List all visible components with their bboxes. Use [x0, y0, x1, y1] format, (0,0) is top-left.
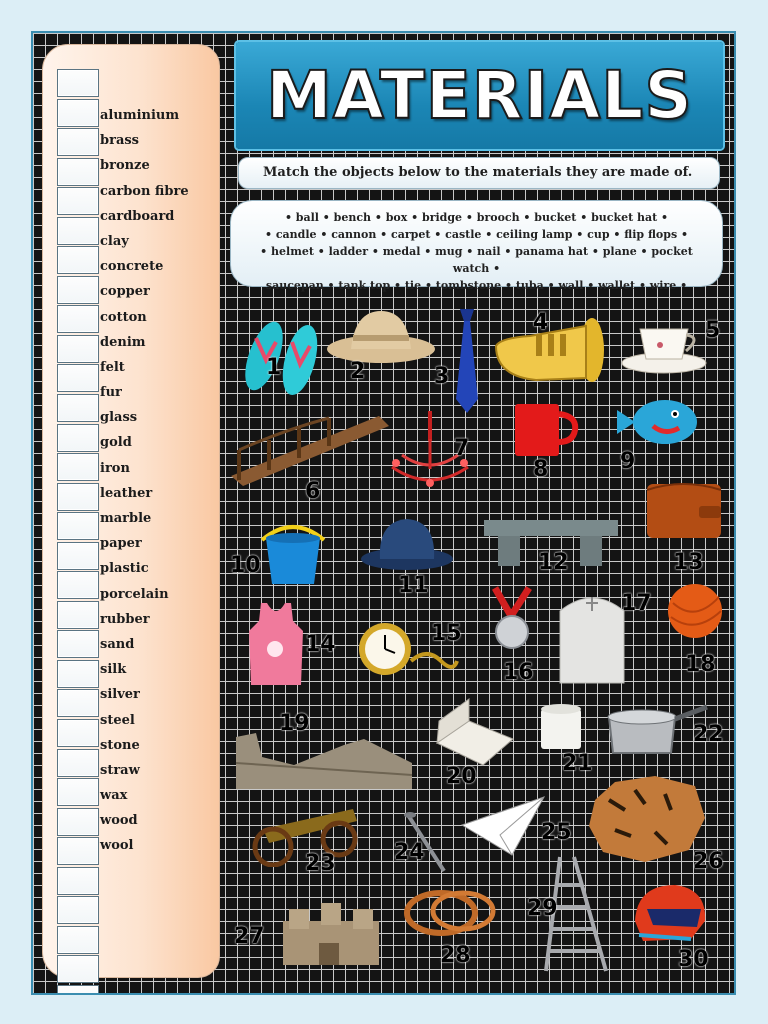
denim-bucket-hat-picture: [360, 515, 454, 571]
material-word: felt: [100, 359, 125, 375]
material-word: sand: [100, 636, 135, 652]
rubber-ball-toy-picture: [613, 396, 699, 448]
material-word: iron: [100, 460, 130, 476]
material-word: wool: [100, 838, 134, 854]
answer-box[interactable]: [57, 985, 99, 995]
material-word: clay: [100, 233, 129, 249]
leather-wallet-picture: [645, 476, 723, 540]
material-word: bronze: [100, 158, 150, 174]
picture-number: 10: [230, 553, 261, 578]
material-word: silver: [100, 687, 140, 703]
helmet-picture: [631, 881, 709, 947]
material-word: gold: [100, 435, 132, 451]
answer-box[interactable]: [57, 217, 99, 245]
answer-box[interactable]: [57, 719, 99, 747]
tie-picture: [452, 307, 482, 415]
answer-box[interactable]: [57, 158, 99, 186]
answer-box[interactable]: [57, 955, 99, 983]
answer-box[interactable]: [57, 364, 99, 392]
material-word: concrete: [100, 259, 164, 275]
material-word: fur: [100, 385, 122, 401]
panama-hat-picture: [325, 305, 437, 367]
picture-number: 16: [503, 660, 534, 685]
porcelain-cup-picture: [620, 323, 708, 375]
cardboard-box-picture: [433, 695, 515, 769]
material-word: cotton: [100, 309, 147, 325]
objects-line: • helmet • ladder • medal • mug • nail • panama hat • plane • pocket watch •: [260, 245, 693, 275]
objects-line: saucepan • tank top • tie • tombstone • tuba • wall • wallet • wire •: [265, 279, 688, 292]
picture-number: 19: [279, 711, 310, 736]
tank-top-picture: [247, 601, 305, 687]
picture-number: 25: [541, 820, 572, 845]
material-word: denim: [100, 334, 146, 350]
picture-number: 4: [533, 310, 549, 335]
answer-box[interactable]: [57, 867, 99, 895]
worksheet: [31, 31, 736, 995]
answer-box[interactable]: [57, 246, 99, 274]
material-word: brass: [100, 133, 139, 149]
picture-number: 24: [394, 840, 425, 865]
picture-number: 21: [562, 751, 593, 776]
objects-line: • ball • bench • box • bridge • brooch • bucket • bucket hat •: [284, 211, 669, 224]
picture-number: 30: [678, 947, 709, 972]
material-word: carbon fibre: [100, 183, 189, 199]
picture-number: 5: [705, 318, 721, 343]
wax-candle-picture: [539, 703, 583, 751]
answer-box[interactable]: [57, 808, 99, 836]
answer-box[interactable]: [57, 483, 99, 511]
material-word: paper: [100, 536, 142, 552]
material-word: porcelain: [100, 586, 169, 602]
answer-box[interactable]: [57, 571, 99, 599]
picture-number: 15: [431, 621, 462, 646]
sand-castle-picture: [275, 897, 387, 969]
material-word: steel: [100, 712, 135, 728]
paper-plane-picture: [460, 795, 546, 857]
answer-box[interactable]: [57, 689, 99, 717]
picture-number: 1: [266, 355, 282, 380]
picture-number: 27: [234, 924, 265, 949]
instruction-box: [238, 157, 720, 189]
picture-number: 8: [533, 457, 549, 482]
material-word: stone: [100, 737, 140, 753]
objects-line: • candle • cannon • carpet • castle • ceiling lamp • cup • flip flops •: [264, 228, 689, 241]
picture-number: 23: [305, 851, 336, 876]
answer-box-column: [57, 69, 99, 995]
material-word: straw: [100, 762, 140, 778]
plastic-bucket-picture: [258, 518, 328, 586]
marble-tombstone-picture: [554, 589, 630, 685]
material-word: plastic: [100, 561, 149, 577]
answer-box[interactable]: [57, 128, 99, 156]
picture-number: 11: [398, 573, 429, 598]
material-word: wax: [100, 788, 128, 804]
tuba-picture: [490, 316, 608, 388]
picture-number: 2: [350, 359, 366, 384]
wool-ball-picture: [665, 583, 727, 641]
answer-box[interactable]: [57, 512, 99, 540]
answer-box[interactable]: [57, 926, 99, 954]
fur-carpet-picture: [585, 770, 707, 866]
picture-number: 12: [538, 550, 569, 575]
picture-number: 17: [621, 591, 652, 616]
picture-number: 22: [693, 722, 724, 747]
picture-number: 3: [434, 364, 450, 389]
answer-box[interactable]: [57, 276, 99, 304]
picture-number: 6: [305, 479, 321, 504]
objects-word-bank: [230, 200, 723, 292]
answer-box[interactable]: [57, 837, 99, 865]
material-word: silk: [100, 662, 127, 678]
red-mug-picture: [511, 400, 579, 460]
page-title: MATERIALS: [266, 57, 693, 134]
picture-number: 20: [446, 764, 477, 789]
answer-box[interactable]: [57, 424, 99, 452]
answer-box[interactable]: [57, 896, 99, 924]
material-word: marble: [100, 511, 152, 526]
answer-box[interactable]: [57, 394, 99, 422]
answer-box[interactable]: [57, 335, 99, 363]
material-word: aluminium: [100, 108, 180, 123]
bronze-cannon-picture: [243, 795, 365, 867]
answer-box[interactable]: [57, 187, 99, 215]
picture-number: 14: [305, 632, 336, 657]
material-word: copper: [100, 284, 150, 300]
picture-number: 18: [685, 652, 716, 677]
flip-flops-picture: [236, 318, 328, 396]
answer-box[interactable]: [57, 749, 99, 777]
answer-box[interactable]: [57, 542, 99, 570]
picture-number: 7: [454, 436, 470, 461]
material-word: wood: [100, 813, 138, 829]
picture-number: 29: [527, 896, 558, 921]
answer-box[interactable]: [57, 778, 99, 806]
stone-wall-picture: [234, 717, 414, 791]
answer-box[interactable]: [57, 99, 99, 127]
copper-wire-picture: [403, 883, 501, 939]
material-word-list: [100, 103, 189, 859]
material-word: glass: [100, 410, 138, 426]
answer-box[interactable]: [57, 305, 99, 333]
answer-box[interactable]: [57, 660, 99, 688]
word-panel: [42, 44, 220, 978]
material-word: rubber: [100, 611, 150, 627]
picture-number: 26: [693, 849, 724, 874]
answer-box[interactable]: [57, 630, 99, 658]
picture-number: 9: [620, 449, 636, 474]
title-banner: [236, 42, 723, 149]
material-word: leather: [100, 485, 153, 501]
silver-medal-picture: [491, 586, 533, 654]
instruction-text: Match the objects below to the materials they are made of.: [263, 165, 693, 180]
picture-number: 28: [440, 943, 471, 968]
material-word: cardboard: [100, 208, 175, 224]
wooden-bridge-picture: [229, 410, 391, 488]
answer-box[interactable]: [57, 453, 99, 481]
picture-number: 13: [673, 550, 704, 575]
answer-box[interactable]: [57, 69, 99, 97]
answer-box[interactable]: [57, 601, 99, 629]
